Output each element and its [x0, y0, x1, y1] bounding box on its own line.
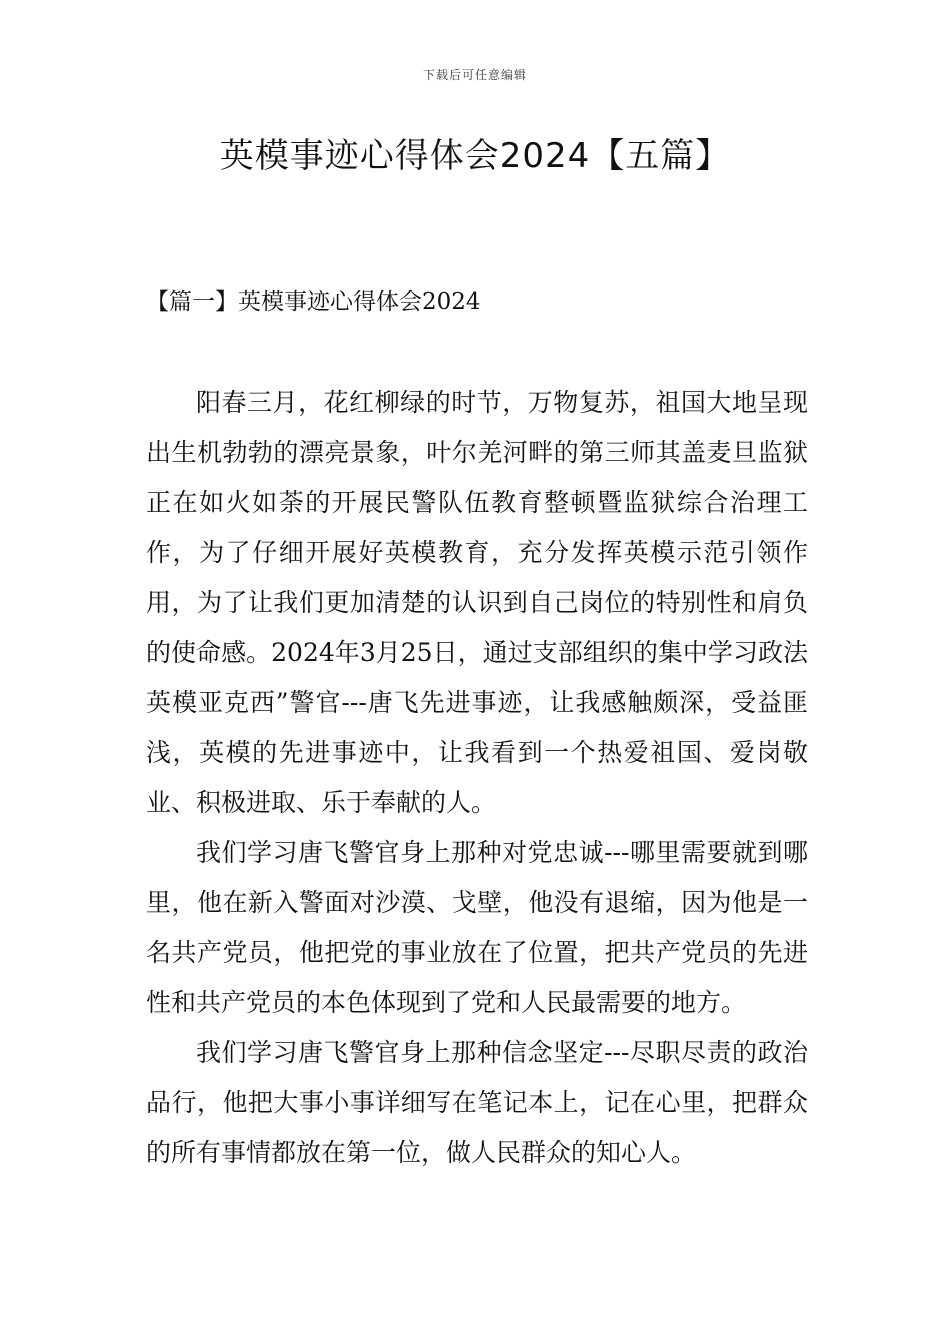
paragraph-2: 我们学习唐飞警官身上那种对党忠诚---哪里需要就到哪里，他在新入警面对沙漠、戈壁，他没有退缩，因为他是一名共产党员，他把党的事业放在了位置，把共产党员的先进性和共产党员的本色体现到了党和人民最需要的地方。: [146, 838, 808, 1017]
body-text: [146, 378, 808, 1178]
document-title: 英模事迹心得体会2024【五篇】: [219, 136, 731, 176]
section-heading: 【篇一】英模事迹心得体会2024: [146, 289, 481, 315]
paragraph-1: 阳春三月，花红柳绿的时节，万物复苏，祖国大地呈现出生机勃勃的漂亮景象，叶尔羌河畔的第三师其盖麦旦监狱正在如火如荼的开展民警队伍教育整顿暨监狱综合治理工作，为了仔细开展好英模教育，充分发挥英模示范引领作用，为了让我们更加清楚的认识到自己岗位的特别性和肩负的使命感。2024年3月25日，通过支部组织的集中学习政法英模亚克西”警官---唐飞先进事迹，让我感触颇深，受益匪浅，英模的先进事迹中，让我看到一个热爱祖国、爱岗敬业、积极进取、乐于奉献的人。: [146, 388, 808, 817]
header-note: 下载后可任意编辑: [422, 68, 527, 82]
paragraph-3: 我们学习唐飞警官身上那种信念坚定---尽职尽责的政治品行，他把大事小事详细写在笔记本上，记在心里，把群众的所有事情都放在第一位，做人民群众的知心人。: [146, 1038, 808, 1167]
